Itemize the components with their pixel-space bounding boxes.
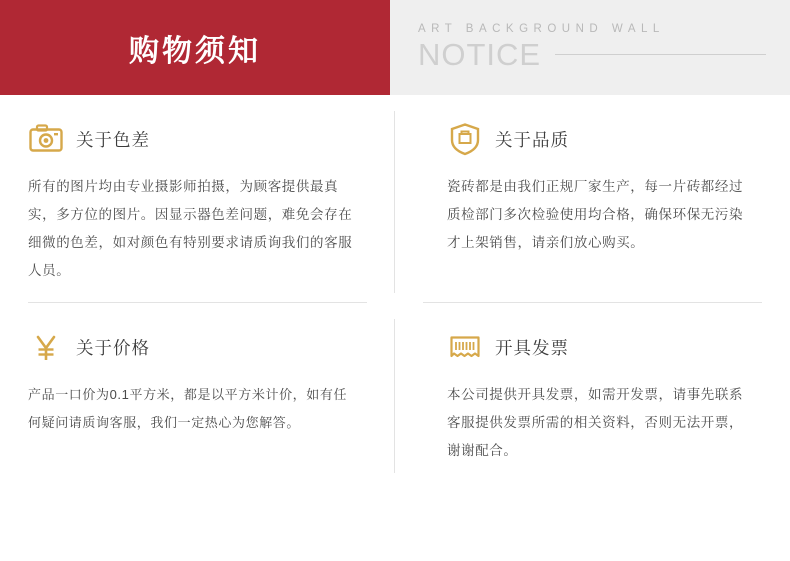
header-divider-line	[555, 54, 766, 55]
header-title-english: NOTICE	[418, 36, 542, 72]
camera-icon	[28, 121, 64, 157]
notice-item-quality	[395, 95, 790, 303]
invoice-icon	[447, 329, 483, 365]
notice-item-title: 关于品质	[495, 129, 569, 150]
header-title-block	[0, 0, 390, 95]
notice-item-title: 关于色差	[76, 129, 150, 150]
notice-item-invoice	[395, 303, 790, 483]
notice-row-2	[0, 303, 790, 483]
notice-item-title: 开具发票	[495, 337, 569, 358]
notice-item-price	[0, 303, 395, 483]
notice-item-title: 关于价格	[76, 337, 150, 358]
shield-quality-icon	[447, 121, 483, 157]
notice-item-header	[447, 329, 750, 365]
notice-item-header	[28, 329, 353, 365]
notice-item-header	[28, 121, 353, 157]
notice-item-body: 产品一口价为0.1平方米，都是以平方米计价，如有任何疑问请质询客服，我们一定热心为您解答。	[28, 387, 348, 430]
notice-item-color	[0, 95, 395, 303]
page-title: 购物须知	[129, 34, 261, 68]
notice-grid	[0, 95, 790, 483]
header-english-block	[390, 0, 790, 95]
notice-item-header	[447, 121, 750, 157]
notice-item-body: 本公司提供开具发票，如需开发票，请事先联系客服提供发票所需的相关资料，否则无法开票，谢谢配合。	[447, 387, 744, 458]
header-title-english-row	[418, 37, 790, 73]
yen-price-icon	[28, 329, 64, 365]
notice-item-body: 瓷砖都是由我们正规厂家生产，每一片砖都经过质检部门多次检验使用均合格，确保环保无污染才上架销售，请亲们放心购买。	[447, 179, 744, 250]
page-header	[0, 0, 790, 95]
notice-item-body: 所有的图片均由专业摄影师拍摄，为顾客提供最真实，多方位的图片。因显示器色差问题，难免会存在细微的色差，如对颜色有特别要求请质询我们的客服人员。	[28, 179, 353, 278]
header-subtitle-english: ART BACKGROUND WALL	[418, 22, 665, 35]
notice-row-1	[0, 95, 790, 303]
